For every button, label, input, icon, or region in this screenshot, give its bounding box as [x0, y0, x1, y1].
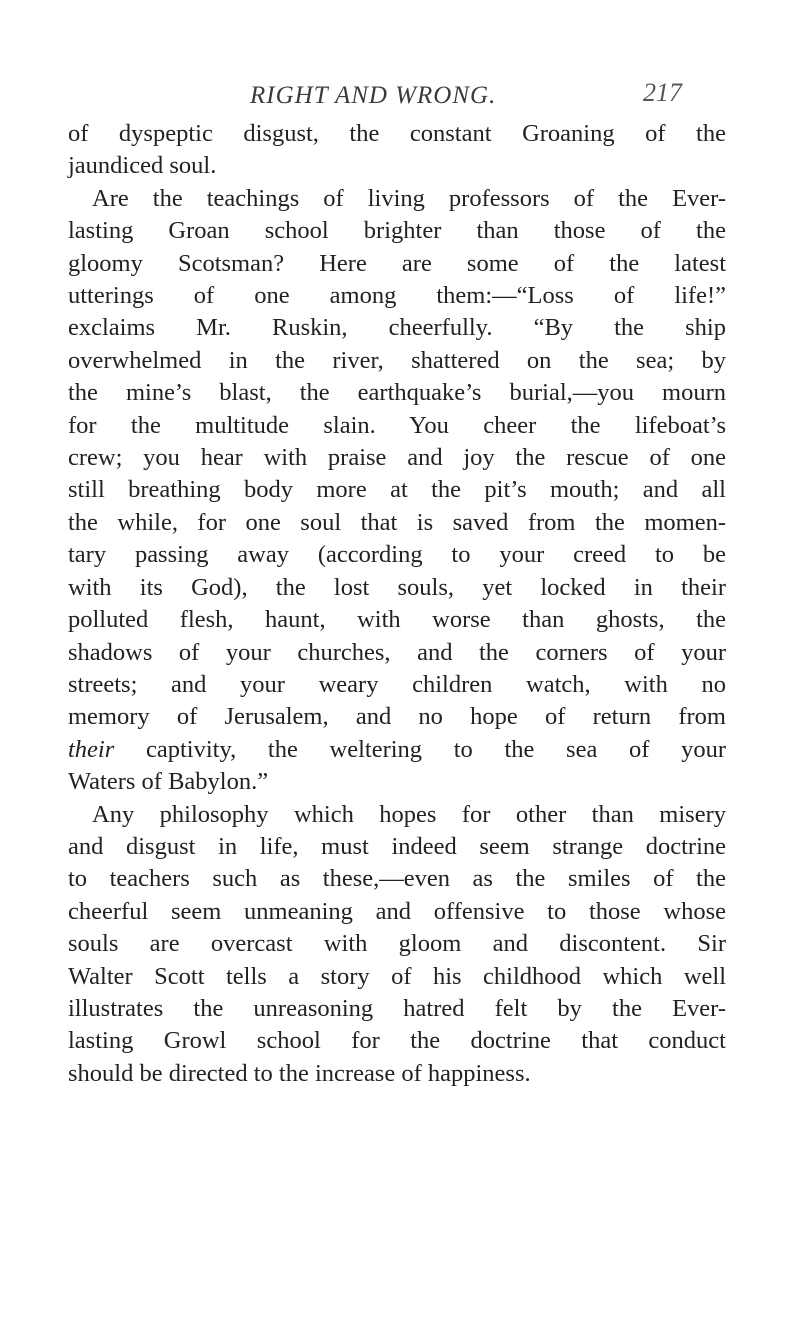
text-line: of dyspeptic disgust, the constant Groaning of the [68, 120, 726, 147]
text-line: jaundiced soul. [68, 152, 217, 180]
text-line: for the multitude slain. You cheer the lifeboat’s [68, 411, 726, 439]
body-text [68, 118, 726, 1090]
text-line: still breathing body more at the pit’s mouth; and all [68, 476, 726, 504]
text-line: illustrates the unreasoning hatred felt by the Ever- [68, 994, 726, 1022]
text-line: to teachers such as these,—even as the smiles of the [68, 865, 726, 893]
text-line: Waters of Babylon.” [68, 768, 269, 796]
text-line: tary passing away (according to your creed to be [68, 541, 726, 569]
text-line: Are the teachings of living professors of the Ever- [92, 184, 726, 212]
paragraph-2 [68, 183, 726, 799]
italic-word: their [68, 735, 115, 763]
paragraph-3 [68, 799, 726, 1091]
text-line: souls are overcast with gloom and discontent. Sir [68, 930, 726, 958]
page-number: 217 [643, 78, 682, 107]
text-line: utterings of one among them:—“Loss of life!” [68, 282, 726, 310]
text-line: lasting Groan school brighter than those of the [68, 217, 726, 245]
text-line: memory of Jerusalem, and no hope of return from [68, 703, 726, 731]
running-head: RIGHT AND WRONG. [250, 82, 497, 109]
text-line: lasting Growl school for the doctrine that conduct [68, 1027, 726, 1055]
text-line: exclaims Mr. Ruskin, cheerfully. “By the ship [68, 314, 726, 342]
text-line: should be directed to the increase of happiness. [68, 1059, 531, 1087]
text-line: streets; and your weary children watch, with no [68, 670, 726, 698]
text-line: Walter Scott tells a story of his childhood which well [68, 962, 726, 990]
text-line: with its God), the lost souls, yet locked in their [68, 573, 726, 601]
paragraph-1 [68, 118, 726, 183]
text-line: the mine’s blast, the earthquake’s burial,—you mourn [68, 379, 726, 407]
text-line: gloomy Scotsman? Here are some of the latest [68, 249, 726, 277]
text-line: overwhelmed in the river, shattered on the sea; by [68, 346, 726, 374]
text-line: shadows of your churches, and the corners of your [68, 638, 726, 666]
text-line-rest: captivity, the weltering to the sea of your [145, 735, 726, 763]
text-line: and disgust in life, must indeed seem strange doctrine [68, 832, 726, 860]
text-line: cheerful seem unmeaning and offensive to those whose [68, 897, 726, 925]
text-line: crew; you hear with praise and joy the rescue of one [68, 444, 726, 472]
text-line: Any philosophy which hopes for other than misery [92, 800, 726, 828]
text-line-with-italic [68, 734, 726, 766]
text-line: polluted flesh, haunt, with worse than ghosts, the [68, 606, 726, 634]
text-line: the while, for one soul that is saved from the momen- [68, 508, 726, 536]
